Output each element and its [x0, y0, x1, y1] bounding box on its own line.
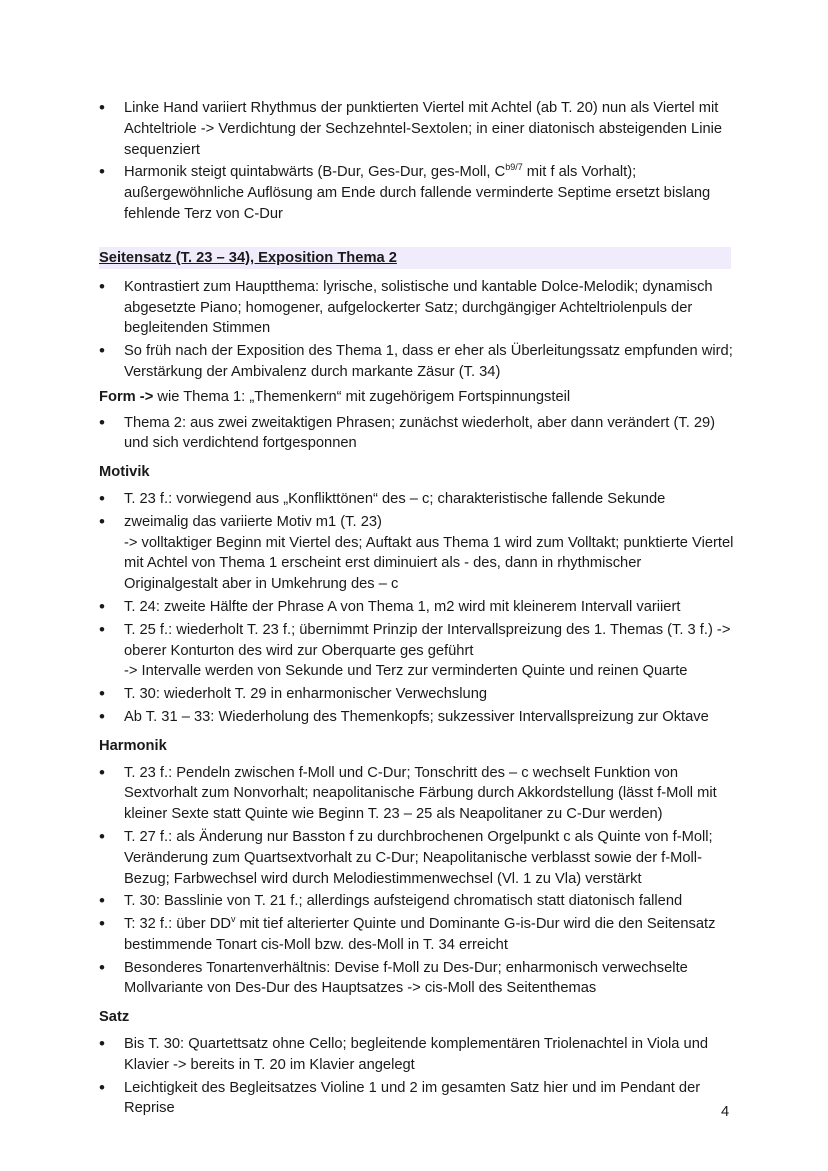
motivik-bullet-list	[99, 489, 739, 728]
list-item: • zweimalig das variierte Motiv m1 (T. 23) -> volltaktiger Beginn mit Viertel des; Auftakt aus Thema 1 wird zum Volltakt; punktierte Viertel mit Achtel von Thema 1 erscheint erst diminuiert als - des, dann in rhythmischer Originalgestalt aber in Umkehrung des – c	[99, 512, 739, 595]
list-item: • So früh nach der Exposition des Thema 1, dass er eher als Überleitungssatz empfunden wird; Verstärkung der Ambivalenz durch markante Zäsur (T. 34)	[99, 341, 739, 383]
list-item: • T. 23 f.: Pendeln zwischen f-Moll und C-Dur; Tonschritt des – c wechselt Funktion von Sextvorhalt zum Nonvorhalt; neapolitanische Färbung durch Akkordstellung (lässt f-Moll mit kleiner Sexte statt Quinte wie Beginn T. 23 – 25 als Neapolitaner zu C-Dur werden)	[99, 763, 739, 825]
list-item: • T. 30: wiederholt T. 29 in enharmonischer Verwechslung	[99, 684, 739, 705]
motivik-heading: Motivik	[99, 464, 150, 481]
list-item: • Thema 2: aus zwei zweitaktigen Phrasen; zunächst wiederholt, aber dann verändert (T. 29) und sich verdichtend fortgesponnen	[99, 413, 739, 455]
list-item: • Harmonik steigt quintabwärts (B-Dur, Ges-Dur, ges-Moll, $C^{b9/7}$ mit f als Vorhalt); außergewöhnliche Auflösung am Ende durch fallende verminderte Septime ersetzt bislang fehlende Terz von C-Dur	[99, 162, 739, 224]
list-item: • Bis T. 30: Quartettsatz ohne Cello; begleitende komplementären Triolenachtel in Viola und Klavier -> bereits in T. 20 im Klavier angelegt	[99, 1034, 739, 1076]
list-item: • T. 24: zweite Hälfte der Phrase A von Thema 1, m2 wird mit kleinerem Intervall variiert	[99, 597, 739, 618]
list-item: • Kontrastiert zum Hauptthema: lyrische, solistische und kantable Dolce-Melodik; dynamisch abgesetzte Piano; homogener, aufgelockerter Satz; durchgängiger Achteltriolenpuls der begleitenden Stimmen	[99, 277, 739, 339]
form-label: Form ->	[99, 388, 154, 405]
list-item: • Besonderes Tonartenverhältnis: Devise f-Moll zu Des-Dur; enharmonisch verwechselte Mollvariante von Des-Dur des Hauptsatzes -> cis-Moll des Seitenthemas	[99, 958, 739, 1000]
satz-bullet-list	[99, 1034, 739, 1119]
section-bullet-list	[99, 277, 739, 383]
harmonik-bullet-list	[99, 763, 739, 1000]
top-bullet-list	[99, 98, 739, 225]
form-text: wie Thema 1: „Themenkern“ mit zugehörigem Fortspinnungsteil	[153, 388, 571, 405]
list-item: • T. 27 f.: als Änderung nur Basston f zu durchbrochenen Orgelpunkt c als Quinte von f-Moll; Veränderung zum Quartsextvorhalt zu C-Dur; Neapolitanische verblasst sowie der f-Moll-Bezug; Farbwechsel wird durch Melodiestimmenwechsel (Vl. 1 zu Vla) verstärkt	[99, 827, 739, 889]
list-item: • T. 25 f.: wiederholt T. 23 f.; übernimmt Prinzip der Intervallspreizung des 1. Themas (T. 3 f.) -> oberer Konturton des wird zur Oberquarte ges geführt -> Intervalle werden von Sekunde und Terz zur verminderten Quinte und reinen Quarte	[99, 620, 739, 682]
list-item: • T. 23 f.: vorwiegend aus „Konflikttönen“ des – c; charakteristische fallende Sekunde	[99, 489, 739, 510]
page-content	[99, 98, 739, 1121]
harmonik-heading: Harmonik	[99, 737, 167, 754]
section-heading-box	[99, 247, 731, 269]
list-item: • Linke Hand variiert Rhythmus der punktierten Viertel mit Achtel (ab T. 20) nun als Viertel mit Achteltriole -> Verdichtung der Sechzehntel-Sextolen; in einer diatonisch absteigenden Linie sequenziert	[99, 98, 739, 160]
section-heading: Seitensatz (T. 23 – 34), Exposition Thema 2	[99, 249, 397, 266]
form-line	[99, 387, 739, 408]
list-item: • Leichtigkeit des Begleitsatzes Violine 1 und 2 im gesamten Satz hier und im Pendant der Reprise	[99, 1078, 739, 1120]
list-item: • T. 30: Basslinie von T. 21 f.; allerdings aufsteigend chromatisch statt diatonisch fallend	[99, 891, 739, 912]
satz-heading: Satz	[99, 1009, 130, 1026]
form-bullet-list	[99, 413, 739, 455]
page-number: 4	[721, 1104, 730, 1120]
list-item: • Ab T. 31 – 33: Wiederholung des Themenkopfs; sukzessiver Intervallspreizung zur Oktave	[99, 707, 739, 728]
list-item: • T: 32 f.: über $DD^v$ mit tief alterierter Quinte und Dominante G-is-Dur wird die den Seitensatz bestimmende Tonart cis-Moll bzw. des-Moll in T. 34 erreicht	[99, 914, 739, 956]
